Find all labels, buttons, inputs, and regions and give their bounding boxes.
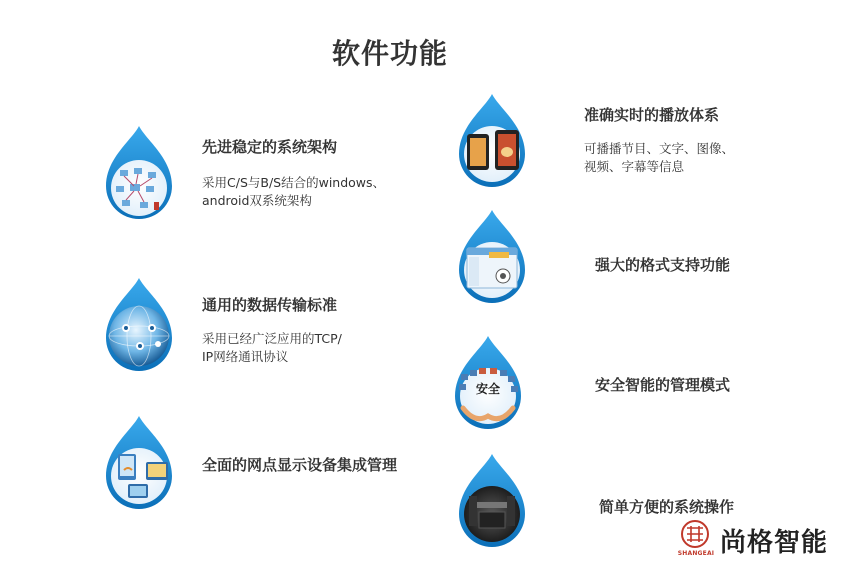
- feature-desc-line1: 采用C/S与B/S结合的windows、: [202, 175, 386, 190]
- brand-name: 尚格智能: [720, 528, 829, 558]
- brand-logo: [676, 518, 836, 558]
- software-window-icon: [449, 208, 535, 312]
- feature-title: 通用的数据传输标准: [202, 296, 338, 314]
- display-devices-icon: [96, 414, 182, 518]
- feature-title: 全面的网点显示设备集成管理: [202, 456, 398, 474]
- feature-desc-line2: android双系统架构: [202, 193, 312, 208]
- feature-title: 强大的格式支持功能: [595, 256, 731, 274]
- feature-title: 简单方便的系统操作: [599, 498, 735, 516]
- feature-title: 安全智能的管理模式: [595, 376, 731, 394]
- globe-network-icon: [96, 276, 182, 380]
- brand-sub: SHANGEAI: [677, 550, 715, 557]
- page-title: 软件功能: [331, 37, 448, 70]
- feature-title: 准确实时的播放体系: [584, 106, 720, 124]
- security-hands-icon: [445, 334, 531, 438]
- feature-desc-line1: 可播播节目、文字、图像、: [584, 141, 735, 156]
- dark-room-icon: [449, 452, 535, 556]
- tablet-screens-icon: [449, 92, 535, 196]
- feature-title: 先进稳定的系统架构: [202, 138, 338, 156]
- feature-desc-line2: 视频、字幕等信息: [584, 159, 685, 174]
- feature-desc-line2: IP网络通讯协议: [202, 349, 289, 364]
- security-badge: 安全: [475, 382, 500, 396]
- feature-desc-line1: 采用已经广泛应用的TCP/: [202, 331, 342, 346]
- network-architecture-icon: [96, 124, 182, 228]
